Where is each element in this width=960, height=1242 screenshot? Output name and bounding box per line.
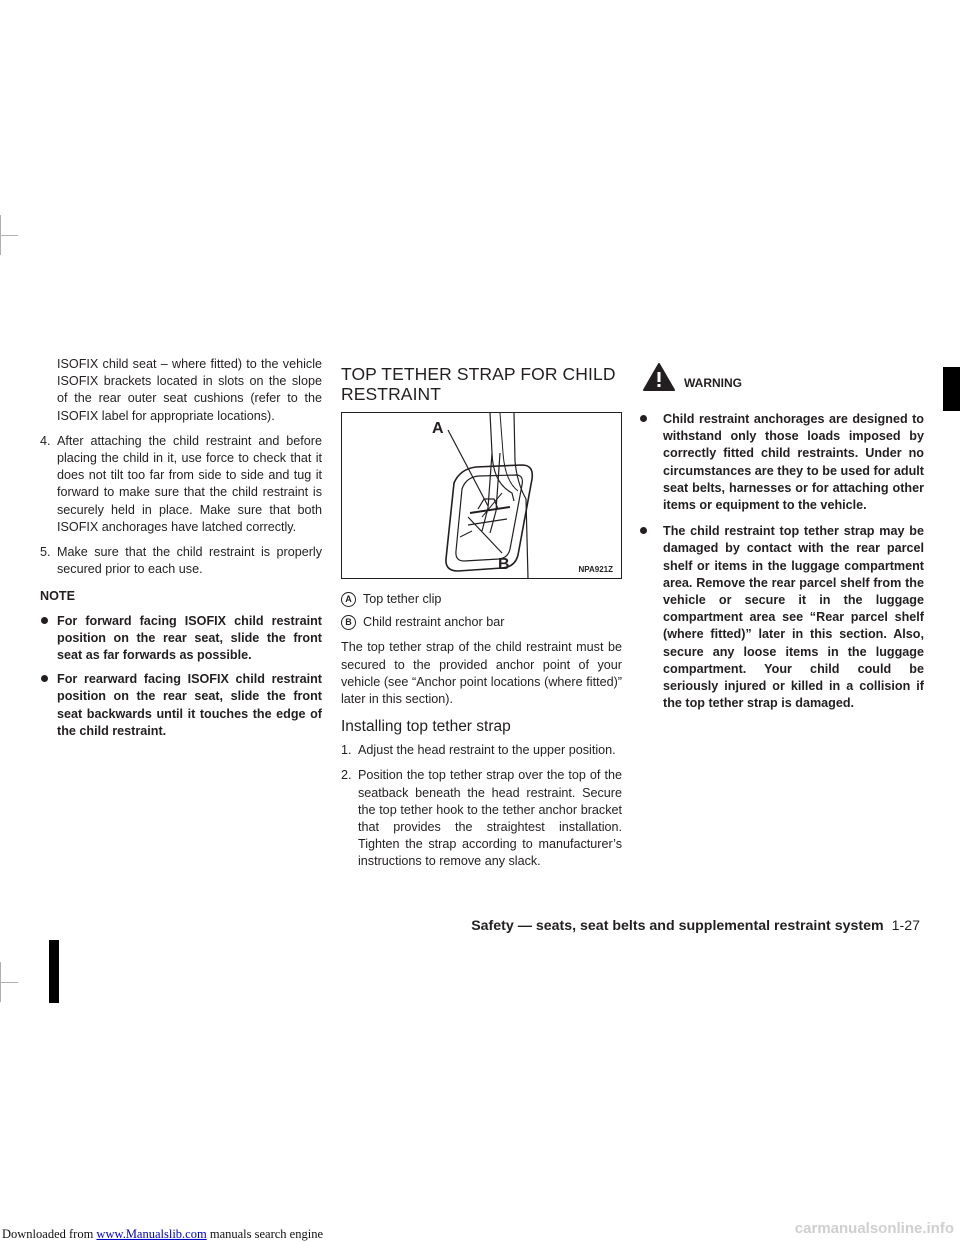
page-footer [471, 918, 920, 934]
page-edge-bar [49, 940, 59, 1003]
warning-bullet [638, 523, 924, 712]
step-text: Position the top tether strap over the top of the seatback beneath the head restraint. Secure the top tether hook to the tether anchor bracket that provides the straightest installation. Tighten the strap according to manufacturer’s instructions to remove any slack. [358, 768, 622, 869]
step-1 [341, 742, 622, 759]
step-text: Make sure that the child restraint is properly secured prior to each use. [57, 545, 322, 577]
legend-text: Top tether clip [363, 592, 442, 606]
callout-a: A [432, 420, 444, 437]
step-4 [40, 433, 322, 536]
banner-prefix: Downloaded from [2, 1227, 94, 1241]
warning-bullet [638, 411, 924, 514]
figure-code: NPA921Z [578, 565, 613, 574]
note-heading: NOTE [40, 589, 75, 604]
tether-anchor-illustration [342, 413, 621, 578]
subsection-heading: Installing top tether strap [341, 718, 511, 736]
step-5 [40, 544, 322, 578]
step-text: After attaching the child restraint and before placing the child in it, use force to check that it does not tilt too far from side to side and tug it forward to make sure that the child restraint is securely held in place. Make sure that both ISOFIX anchorages have latched correctly. [57, 433, 322, 534]
warning-text: Child restraint anchorages are designed to withstand only those loads imposed by correctly fitted child restraints. Under no circumstances are they to be used for adult seat belts, harnesses or for attaching other items or equipment to the vehicle. [663, 412, 924, 513]
tether-figure [341, 412, 622, 579]
column-right [638, 374, 924, 712]
legend-text: Child restraint anchor bar [363, 615, 505, 630]
manualslib-link[interactable]: www.Manualslib.com [96, 1227, 207, 1241]
column-left [40, 356, 322, 740]
bullet-dot-icon [41, 675, 48, 682]
warning-text: The child restraint top tether strap may be damaged by contact with the rear parcel shelf or items in the luggage compartment area. Remove the rear parcel shelf from the vehicle or secure it in the luggage compartment area see “Rear parcel shelf (where fitted)” later in this section. Also, secure any loose items in the luggage compartment. Your child could be seriously injured or killed in a collision if the top tether strap is damaged. [663, 524, 924, 711]
site-watermark: carmanualsonline.info [794, 1220, 954, 1237]
step-2 [341, 767, 622, 870]
note-bullet [40, 613, 322, 665]
page-number: 1-27 [891, 918, 920, 934]
legend-key: B [341, 615, 356, 630]
callout-b: B [498, 556, 510, 573]
warning-header [638, 374, 924, 404]
note-bullet-text: For rearward facing ISOFIX child restraint position on the rear seat, slide the front seat backwards until it touches the edge of the child restraint. [57, 672, 322, 738]
bullet-dot-icon [640, 415, 647, 422]
step-number: 2. [341, 768, 352, 783]
bullet-dot-icon [640, 527, 647, 534]
warning-label: WARNING [684, 376, 742, 390]
section-thumb-tab [943, 367, 960, 411]
column-middle [341, 364, 622, 871]
crop-mark [0, 982, 18, 983]
legend-key: A [341, 592, 356, 607]
step-number: 4. [40, 433, 51, 448]
crop-mark [0, 235, 18, 236]
banner-suffix: manuals search engine [209, 1227, 323, 1241]
legend-item [341, 591, 622, 608]
body-paragraph: The top tether strap of the child restraint must be secured to the provided anchor point of your vehicle (see “Anchor point locations (where fitted)” later in this section). [341, 640, 622, 707]
warning-triangle-icon [642, 362, 676, 392]
note-bullet [40, 671, 322, 740]
footer-section-title: Safety — seats, seat belts and supplemental restraint system [471, 918, 884, 934]
step-number: 5. [40, 545, 51, 560]
download-banner [2, 1227, 323, 1242]
note-bullet-text: For forward facing ISOFIX child restraint position on the rear seat, slide the front seat as far forwards as possible. [57, 613, 322, 663]
legend-item [341, 614, 622, 631]
step-number: 1. [341, 743, 352, 758]
bullet-dot-icon [41, 617, 48, 624]
intro-text: ISOFIX child seat – where fitted) to the vehicle ISOFIX brackets located in slots on the slope of the rear outer seat cushions (refer to the ISOFIX label for appropriate locations). [57, 357, 322, 423]
section-heading: TOP TETHER STRAP FOR CHILD RESTRAINT [341, 364, 616, 404]
step-text: Adjust the head restraint to the upper position. [358, 743, 616, 758]
